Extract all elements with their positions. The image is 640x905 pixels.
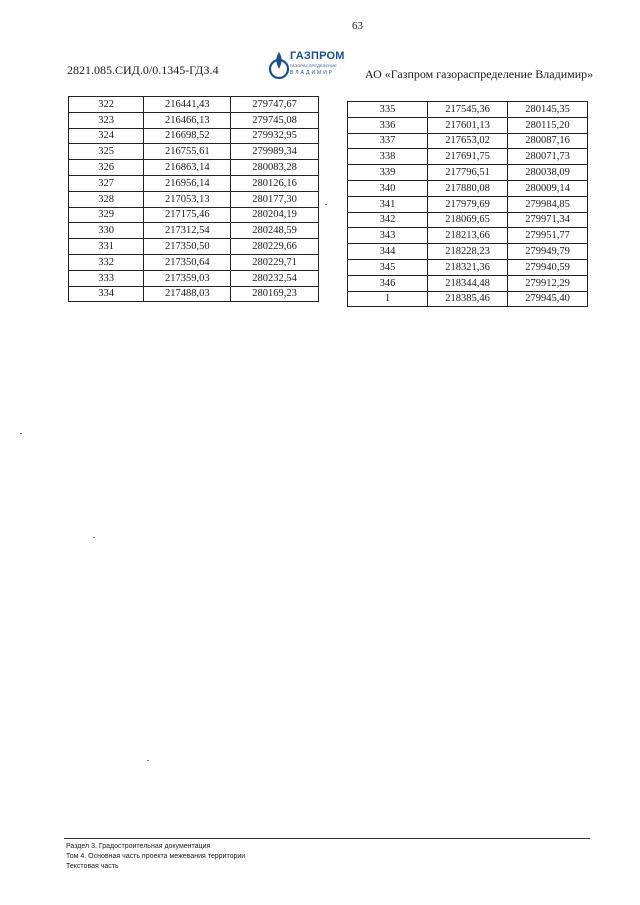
x-coordinate-cell: 217175,46 [144, 207, 231, 223]
x-coordinate-cell: 217691,75 [428, 149, 508, 165]
point-number-cell: 325 [69, 144, 144, 160]
point-number-cell: 339 [348, 165, 428, 181]
y-coordinate-cell: 279945,40 [508, 291, 588, 307]
y-coordinate-cell: 279971,34 [508, 212, 588, 228]
organization-name: АО «Газпром газораспределение Владимир» [365, 67, 594, 81]
table-row [348, 275, 588, 291]
x-coordinate-cell: 218385,46 [428, 291, 508, 307]
footer-divider [64, 838, 590, 839]
table-row [348, 259, 588, 275]
footer-section: Раздел 3. Градостроительная документация [66, 843, 211, 850]
table-row [69, 97, 319, 113]
x-coordinate-cell: 218213,66 [428, 228, 508, 244]
footer-part: Текстовая часть [66, 863, 119, 870]
y-coordinate-cell: 280229,71 [231, 254, 319, 270]
table-row [348, 149, 588, 165]
table-row [69, 270, 319, 286]
point-number-cell: 326 [69, 160, 144, 176]
point-number-cell: 329 [69, 207, 144, 223]
point-number-cell: 334 [69, 286, 144, 302]
y-coordinate-cell: 280169,23 [231, 286, 319, 302]
y-coordinate-cell: 280204,19 [231, 207, 319, 223]
x-coordinate-cell: 217796,51 [428, 165, 508, 181]
y-coordinate-cell: 279912,29 [508, 275, 588, 291]
table-row [69, 223, 319, 239]
x-coordinate-cell: 216466,13 [144, 112, 231, 128]
y-coordinate-cell: 279940,59 [508, 259, 588, 275]
point-number-cell: 338 [348, 149, 428, 165]
x-coordinate-cell: 216441,43 [144, 97, 231, 113]
y-coordinate-cell: 280115,20 [508, 117, 588, 133]
table-row [69, 128, 319, 144]
table-row [69, 112, 319, 128]
x-coordinate-cell: 217359,03 [144, 270, 231, 286]
y-coordinate-cell: 279989,34 [231, 144, 319, 160]
point-number-cell: 344 [348, 244, 428, 260]
logo-text: ГАЗПРОМ [290, 50, 345, 62]
x-coordinate-cell: 217350,64 [144, 254, 231, 270]
point-number-cell: 330 [69, 223, 144, 239]
y-coordinate-cell: 280248,59 [231, 223, 319, 239]
gazprom-flame-icon [268, 48, 290, 82]
x-coordinate-cell: 216698,52 [144, 128, 231, 144]
x-coordinate-cell: 217601,13 [428, 117, 508, 133]
x-coordinate-cell: 216755,61 [144, 144, 231, 160]
point-number-cell: 341 [348, 196, 428, 212]
point-number-cell: 337 [348, 133, 428, 149]
table-row [348, 212, 588, 228]
scan-speck [20, 433, 22, 434]
point-number-cell: 327 [69, 175, 144, 191]
x-coordinate-cell: 218228,23 [428, 244, 508, 260]
table-row [348, 165, 588, 181]
table-row [348, 133, 588, 149]
point-number-cell: 340 [348, 180, 428, 196]
scan-speck [325, 204, 327, 205]
table-row [348, 102, 588, 118]
scan-speck [93, 537, 95, 538]
y-coordinate-cell: 280038,09 [508, 165, 588, 181]
point-number-cell: 332 [69, 254, 144, 270]
point-number-cell: 346 [348, 275, 428, 291]
table-row [348, 228, 588, 244]
x-coordinate-cell: 216863,14 [144, 160, 231, 176]
x-coordinate-cell: 217312,54 [144, 223, 231, 239]
point-number-cell: 328 [69, 191, 144, 207]
point-number-cell: 331 [69, 239, 144, 255]
x-coordinate-cell: 217350,50 [144, 239, 231, 255]
coordinates-table-left [68, 96, 319, 302]
point-number-cell: 336 [348, 117, 428, 133]
y-coordinate-cell: 279984,85 [508, 196, 588, 212]
y-coordinate-cell: 279951,77 [508, 228, 588, 244]
point-number-cell: 343 [348, 228, 428, 244]
y-coordinate-cell: 280232,54 [231, 270, 319, 286]
x-coordinate-cell: 217653,02 [428, 133, 508, 149]
logo-subtitle: ГАЗОРАСПРЕДЕЛЕНИЕ [290, 63, 337, 68]
y-coordinate-cell: 279932,95 [231, 128, 319, 144]
y-coordinate-cell: 280087,16 [508, 133, 588, 149]
scan-speck [147, 760, 149, 761]
y-coordinate-cell: 279745,08 [231, 112, 319, 128]
x-coordinate-cell: 216956,14 [144, 175, 231, 191]
x-coordinate-cell: 218344,48 [428, 275, 508, 291]
table-row [69, 286, 319, 302]
y-coordinate-cell: 280145,35 [508, 102, 588, 118]
logo-subtitle-city: ВЛАДИМИР [290, 70, 335, 76]
y-coordinate-cell: 279747,67 [231, 97, 319, 113]
point-number-cell: 323 [69, 112, 144, 128]
table-row [69, 207, 319, 223]
table-row [69, 191, 319, 207]
x-coordinate-cell: 217545,36 [428, 102, 508, 118]
page-number: 63 [352, 20, 363, 32]
x-coordinate-cell: 217880,08 [428, 180, 508, 196]
point-number-cell: 335 [348, 102, 428, 118]
table-row [348, 291, 588, 307]
y-coordinate-cell: 280177,30 [231, 191, 319, 207]
table-row [348, 244, 588, 260]
coordinates-table-right [347, 101, 588, 307]
y-coordinate-cell: 280009,14 [508, 180, 588, 196]
x-coordinate-cell: 218321,36 [428, 259, 508, 275]
x-coordinate-cell: 217979,69 [428, 196, 508, 212]
table-row [69, 175, 319, 191]
y-coordinate-cell: 279949,79 [508, 244, 588, 260]
document-code: 2821.085.СИД.0/0.1345-ГДЗ.4 [67, 63, 219, 77]
table-row [348, 117, 588, 133]
point-number-cell: 324 [69, 128, 144, 144]
x-coordinate-cell: 217488,03 [144, 286, 231, 302]
x-coordinate-cell: 217053,13 [144, 191, 231, 207]
footer-volume: Том 4. Основная часть проекта межевания территории [66, 853, 246, 860]
y-coordinate-cell: 280126,16 [231, 175, 319, 191]
point-number-cell: 322 [69, 97, 144, 113]
table-row [348, 196, 588, 212]
point-number-cell: 1 [348, 291, 428, 307]
table-row [348, 180, 588, 196]
table-row [69, 160, 319, 176]
x-coordinate-cell: 218069,65 [428, 212, 508, 228]
y-coordinate-cell: 280071,73 [508, 149, 588, 165]
y-coordinate-cell: 280229,66 [231, 239, 319, 255]
y-coordinate-cell: 280083,28 [231, 160, 319, 176]
table-row [69, 239, 319, 255]
company-logo [268, 48, 344, 82]
table-row [69, 254, 319, 270]
table-row [69, 144, 319, 160]
point-number-cell: 345 [348, 259, 428, 275]
point-number-cell: 342 [348, 212, 428, 228]
point-number-cell: 333 [69, 270, 144, 286]
